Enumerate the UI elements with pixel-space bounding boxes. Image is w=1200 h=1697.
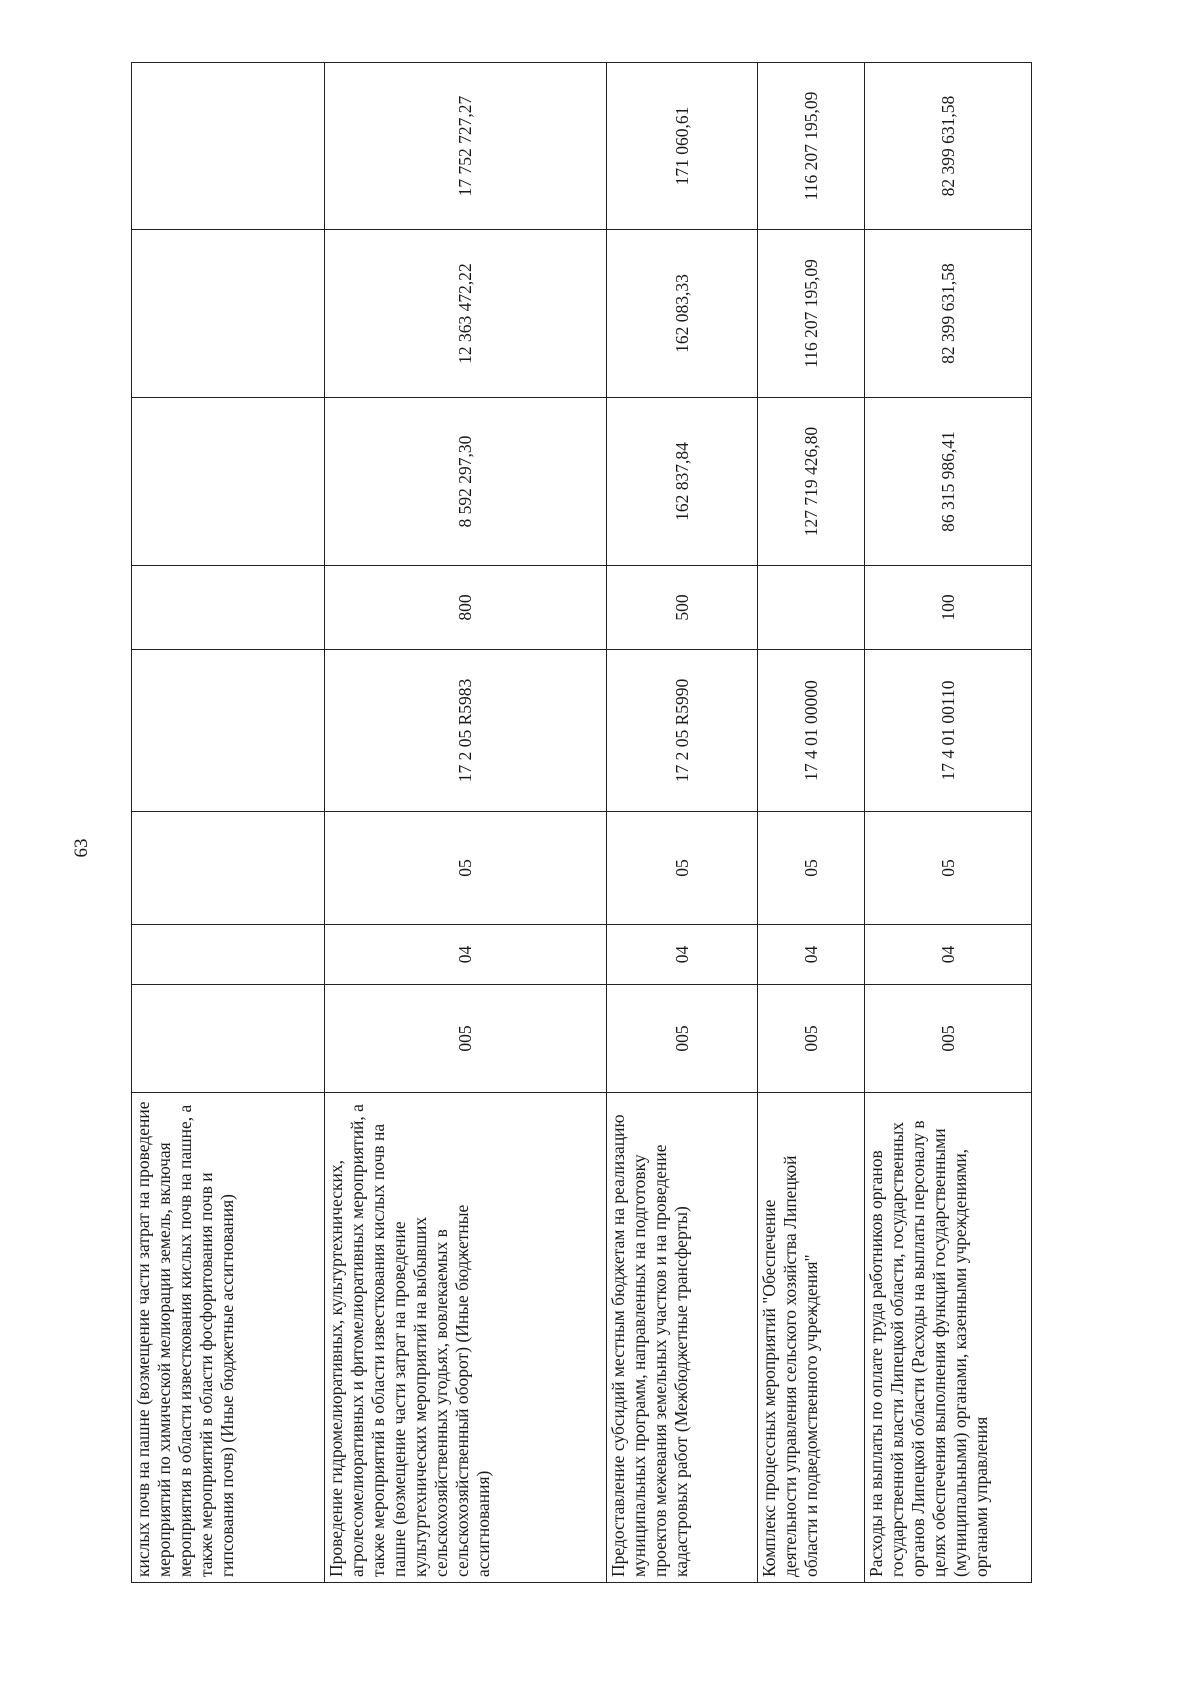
row-description: Проведение гидромелиоративных, культуртехнических, агролесомелиоративных и фитомелиоративных мероприятий, а также мероприятий в области известкования кислых почв на пашне (возмещение части затрат на проведение культуртехнических мероприятий на выбывших сельскохозяйственных угодьях, вовлекаемых в сельскохозяйственный оборот) (Иные бюджетные ассигнования) — [325, 1093, 607, 1583]
page-number: 63 — [71, 838, 92, 858]
cell-sum-2: 116 207 195,09 — [758, 230, 865, 398]
budget-table — [131, 62, 1032, 1583]
cell-csr: 17 4 01 00110 — [865, 650, 1032, 812]
cell-sum-1 — [132, 398, 325, 566]
cell-vr — [132, 566, 325, 650]
cell-pr — [132, 812, 325, 925]
cell-sum-2: 162 083,33 — [607, 230, 758, 398]
cell-sum-2 — [132, 230, 325, 398]
cell-sum-3: 17 752 727,27 — [325, 63, 607, 230]
cell-rz: 04 — [325, 925, 607, 985]
cell-csr: 17 2 05 R5983 — [325, 650, 607, 812]
cell-pr: 05 — [758, 812, 865, 925]
cell-sum-3 — [132, 63, 325, 230]
table-row — [865, 63, 1032, 1583]
cell-gr: 005 — [758, 985, 865, 1093]
cell-sum-1: 162 837,84 — [607, 398, 758, 566]
cell-vr — [758, 566, 865, 650]
table-row — [132, 63, 325, 1583]
cell-gr: 005 — [865, 985, 1032, 1093]
cell-sum-3: 171 060,61 — [607, 63, 758, 230]
cell-sum-3: 116 207 195,09 — [758, 63, 865, 230]
row-description: Комплекс процессных мероприятий "Обеспечение деятельности управления сельского хозяйства Липецкой области и подведомственного учреждения" — [758, 1093, 865, 1583]
row-description: Расходы на выплаты по оплате труда работников органов государственной власти Липецкой области, государственных органов Липецкой области (Расходы на выплаты персоналу в целях обеспечения выполнения функций государственными (муниципальными) органами, казенными учреждениями, органами управления — [865, 1093, 1032, 1583]
cell-sum-1: 8 592 297,30 — [325, 398, 607, 566]
cell-gr: 005 — [325, 985, 607, 1093]
cell-csr: 17 4 01 00000 — [758, 650, 865, 812]
cell-csr: 17 2 05 R5990 — [607, 650, 758, 812]
cell-gr: 005 — [607, 985, 758, 1093]
cell-csr — [132, 650, 325, 812]
cell-sum-1: 127 719 426,80 — [758, 398, 865, 566]
cell-gr — [132, 985, 325, 1093]
cell-vr: 800 — [325, 566, 607, 650]
cell-pr: 05 — [607, 812, 758, 925]
cell-sum-1: 86 315 986,41 — [865, 398, 1032, 566]
cell-vr: 100 — [865, 566, 1032, 650]
cell-rz — [132, 925, 325, 985]
cell-pr: 05 — [325, 812, 607, 925]
table-row — [607, 63, 758, 1583]
cell-sum-2: 12 363 472,22 — [325, 230, 607, 398]
cell-vr: 500 — [607, 566, 758, 650]
cell-rz: 04 — [865, 925, 1032, 985]
cell-sum-2: 82 399 631,58 — [865, 230, 1032, 398]
cell-pr: 05 — [865, 812, 1032, 925]
row-description: кислых почв на пашне (возмещение части затрат на проведение мероприятий по химической мелиорации земель, включая мероприятия в области известкования кислых почв на пашне, а также мероприятий в области фосфоритования почв и гипсования почв) (Иные бюджетные ассигнования) — [132, 1093, 325, 1583]
row-description: Предоставление субсидий местным бюджетам на реализацию муниципальных программ, направленных на подготовку проектов межевания земельных участков и на проведение кадастровых работ (Межбюджетные трансферты) — [607, 1093, 758, 1583]
table-row — [758, 63, 865, 1583]
cell-rz: 04 — [758, 925, 865, 985]
table-row — [325, 63, 607, 1583]
cell-rz: 04 — [607, 925, 758, 985]
budget-table-rotated — [131, 63, 1031, 1583]
cell-sum-3: 82 399 631,58 — [865, 63, 1032, 230]
